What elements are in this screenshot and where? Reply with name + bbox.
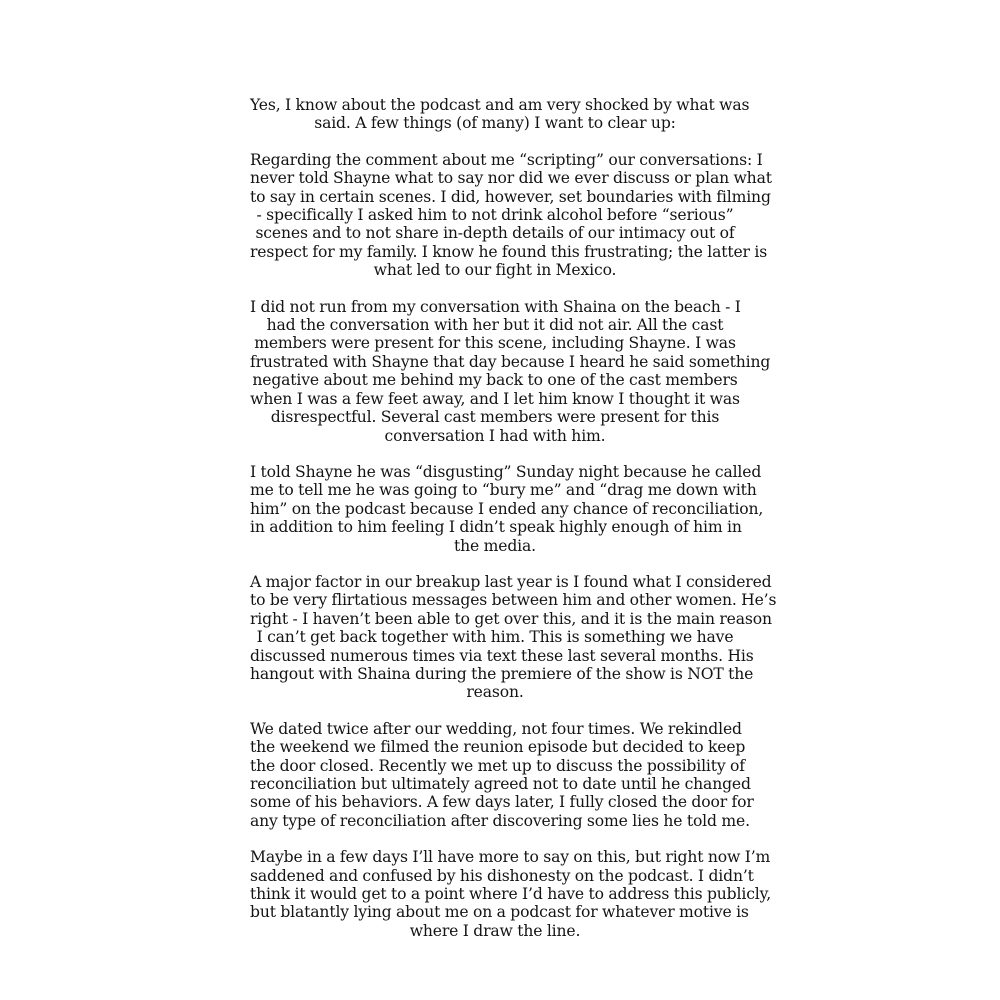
text-line: said. A few things (of many) I want to clear up: (314, 114, 676, 133)
text-line: negative about me behind my back to one of the cast members (252, 371, 738, 390)
text-line: never told Shayne what to say nor did we ever discuss or plan what (250, 169, 772, 188)
text-line: to be very flirtatious messages between him and other women. He’s (250, 591, 777, 610)
text-line: reconciliation but ultimately agreed not to date until he changed (250, 775, 751, 793)
text-line: think it would get to a point where I’d have to address this publicly, (250, 885, 772, 904)
text-line: some of his behaviors. A few days later, I fully closed the door for (250, 793, 754, 812)
text-line: when I was a few feet away, and I let him know I thought it was (250, 389, 740, 408)
text-line: hangout with Shaina during the premiere of the show is NOT the (250, 664, 754, 683)
text-line: right - I haven’t been able to get over this, and it is the main reason (250, 609, 772, 628)
text-line: - specifically I asked him to not drink alcohol before “serious” (256, 206, 734, 225)
text-line: disrespectful. Several cast members were present for this (270, 408, 720, 427)
text-line: frustrated with Shayne that day because I heard he said something (250, 352, 771, 371)
paragraph-2 (250, 150, 772, 280)
text-line: me to tell me he was going to “bury me” and “drag me down with (250, 481, 757, 500)
text-line: discussed numerous times via text these last several months. His (250, 646, 754, 665)
text-line: what led to our fight in Mexico. (373, 261, 617, 280)
text-line: saddened and confused by his dishonesty on the podcast. I didn’t (250, 866, 754, 885)
text-line: in addition to him feeling I didn’t speak highly enough of him in (250, 518, 742, 537)
text-line: respect for my family. I know he found this frustrating; the latter is (250, 242, 768, 261)
paragraph-3 (250, 297, 771, 445)
text-line: A major factor in our breakup last year is I found what I considered (250, 572, 772, 591)
paragraph-6 (250, 719, 754, 830)
text-line: him” on the podcast because I ended any chance of reconciliation, (250, 499, 764, 518)
text-line: had the conversation with her but it did not air. All the cast (266, 316, 724, 335)
text-line: the door closed. Recently we met up to discuss the possibility of (250, 756, 745, 775)
text-line: members were present for this scene, including Shayne. I was (254, 334, 736, 353)
paragraph-4 (250, 462, 764, 555)
text-line: to say in certain scenes. I did, however, set boundaries with filming (250, 187, 771, 206)
text-line: I can’t get back together with him. This is something we have (256, 628, 734, 647)
text-line: the media. (454, 536, 536, 555)
text-line: Maybe in a few days I’ll have more to say on this, but right now I’m (250, 848, 771, 867)
text-line: Yes, I know about the podcast and am very shocked by what was (250, 96, 750, 114)
text-line: the weekend we filmed the reunion episode but decided to keep (250, 738, 746, 757)
text-line: but blatantly lying about me on a podcast for whatever motive is (250, 903, 749, 922)
text-line: I told Shayne he was “disgusting” Sunday night because he called (250, 462, 762, 481)
text-line: any type of reconciliation after discovering some lies he told me. (250, 811, 750, 830)
text-line: where I draw the line. (409, 921, 581, 940)
statement-text-block (250, 96, 777, 958)
paragraph-7 (250, 848, 772, 940)
text-line: I did not run from my conversation with Shaina on the beach - I (250, 297, 741, 316)
text-line: Regarding the comment about me “scripting” our conversations: I (250, 150, 763, 169)
text-line: scenes and to not share in-depth details of our intimacy out of (255, 224, 735, 243)
paragraph-5 (250, 572, 777, 702)
text-line: conversation I had with him. (384, 426, 606, 445)
paragraph-1 (250, 96, 750, 133)
text-line: reason. (466, 683, 524, 702)
text-line: We dated twice after our wedding, not four times. We rekindled (250, 719, 742, 738)
